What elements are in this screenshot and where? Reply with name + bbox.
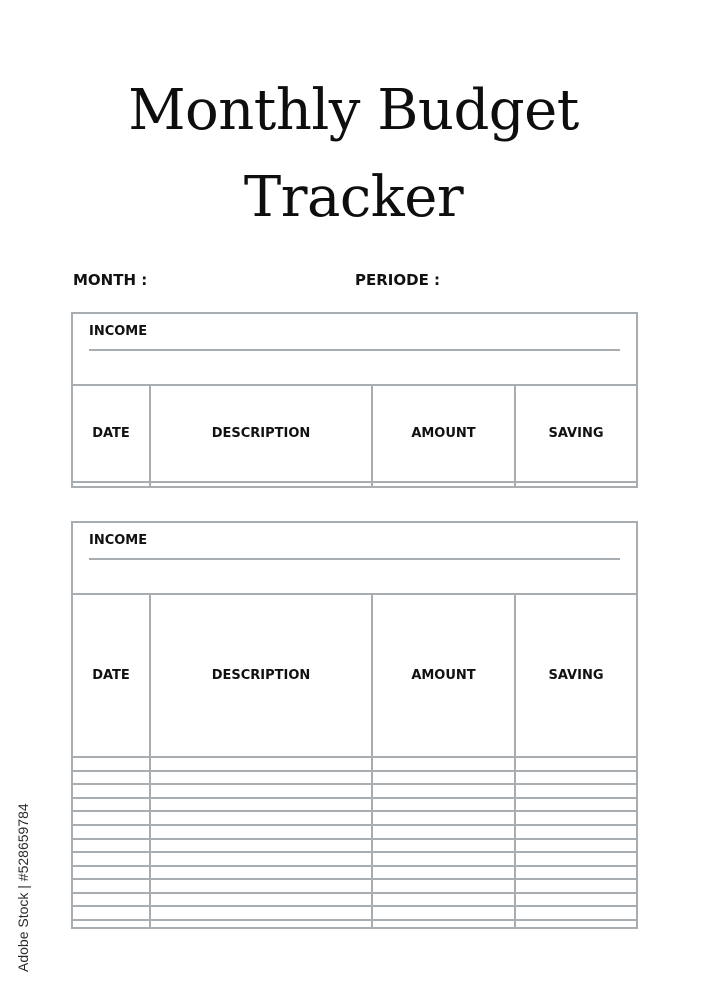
table-row (73, 482, 636, 486)
cell-saving[interactable] (515, 798, 636, 812)
column-header-description: DESCRIPTION (150, 385, 372, 482)
stock-watermark (9, 760, 35, 975)
column-header-saving: SAVING (515, 594, 636, 757)
cell-description[interactable] (150, 879, 372, 893)
cell-amount[interactable] (372, 839, 515, 853)
table-row (73, 839, 636, 853)
cell-date[interactable] (73, 798, 150, 812)
table-row (73, 798, 636, 812)
column-header-date: DATE (73, 594, 150, 757)
column-header-saving: SAVING (515, 385, 636, 482)
income-write-line[interactable] (89, 349, 620, 351)
month-label: MONTH : (73, 271, 148, 289)
table-row (73, 811, 636, 825)
cell-date[interactable] (73, 893, 150, 907)
cell-date[interactable] (73, 839, 150, 853)
cell-date[interactable] (73, 825, 150, 839)
cell-description[interactable] (150, 811, 372, 825)
cell-date[interactable] (73, 920, 150, 927)
income-write-line[interactable] (89, 558, 620, 560)
watermark-text: Adobe Stock | #528659784 (15, 803, 31, 972)
cell-description[interactable] (150, 920, 372, 927)
table-header-row (73, 594, 636, 757)
column-header-date: DATE (73, 385, 150, 482)
ledger-table (73, 593, 636, 927)
table-header-row (73, 385, 636, 482)
cell-date[interactable] (73, 866, 150, 880)
period-label: PERIODE : (355, 271, 441, 289)
cell-description[interactable] (150, 482, 372, 486)
cell-description[interactable] (150, 839, 372, 853)
cell-amount[interactable] (372, 825, 515, 839)
cell-amount[interactable] (372, 798, 515, 812)
income-label: INCOME (89, 324, 148, 339)
cell-date[interactable] (73, 771, 150, 785)
cell-date[interactable] (73, 852, 150, 866)
cell-amount[interactable] (372, 811, 515, 825)
cell-description[interactable] (150, 852, 372, 866)
cell-saving[interactable] (515, 866, 636, 880)
cell-saving[interactable] (515, 906, 636, 920)
table-row (73, 852, 636, 866)
cell-saving[interactable] (515, 852, 636, 866)
column-header-description: DESCRIPTION (150, 594, 372, 757)
cell-description[interactable] (150, 784, 372, 798)
table-row (73, 906, 636, 920)
table-row (73, 920, 636, 927)
table-row (73, 784, 636, 798)
cell-date[interactable] (73, 757, 150, 771)
income-section-1 (71, 312, 638, 488)
cell-amount[interactable] (372, 879, 515, 893)
cell-date[interactable] (73, 482, 150, 486)
cell-description[interactable] (150, 757, 372, 771)
cell-saving[interactable] (515, 839, 636, 853)
cell-saving[interactable] (515, 879, 636, 893)
page-title-line-1: Monthly Budget (128, 78, 579, 143)
cell-amount[interactable] (372, 482, 515, 486)
cell-date[interactable] (73, 879, 150, 893)
cell-date[interactable] (73, 906, 150, 920)
cell-description[interactable] (150, 771, 372, 785)
table-row (73, 893, 636, 907)
cell-saving[interactable] (515, 893, 636, 907)
cell-description[interactable] (150, 798, 372, 812)
table-row (73, 866, 636, 880)
cell-amount[interactable] (372, 784, 515, 798)
cell-description[interactable] (150, 906, 372, 920)
ledger-table (73, 384, 636, 486)
page-title-line-2: Tracker (243, 165, 464, 230)
cell-saving[interactable] (515, 811, 636, 825)
cell-saving[interactable] (515, 920, 636, 927)
cell-amount[interactable] (372, 920, 515, 927)
income-label: INCOME (89, 533, 148, 548)
cell-saving[interactable] (515, 771, 636, 785)
column-header-amount: AMOUNT (372, 594, 515, 757)
cell-amount[interactable] (372, 893, 515, 907)
cell-saving[interactable] (515, 482, 636, 486)
table-row (73, 771, 636, 785)
cell-saving[interactable] (515, 825, 636, 839)
income-section-2 (71, 521, 638, 929)
cell-saving[interactable] (515, 757, 636, 771)
column-header-amount: AMOUNT (372, 385, 515, 482)
cell-description[interactable] (150, 825, 372, 839)
cell-amount[interactable] (372, 866, 515, 880)
cell-amount[interactable] (372, 852, 515, 866)
table-row (73, 879, 636, 893)
cell-amount[interactable] (372, 906, 515, 920)
cell-amount[interactable] (372, 771, 515, 785)
cell-description[interactable] (150, 866, 372, 880)
cell-saving[interactable] (515, 784, 636, 798)
table-row (73, 825, 636, 839)
cell-amount[interactable] (372, 757, 515, 771)
table-row (73, 757, 636, 771)
cell-description[interactable] (150, 893, 372, 907)
cell-date[interactable] (73, 811, 150, 825)
cell-date[interactable] (73, 784, 150, 798)
